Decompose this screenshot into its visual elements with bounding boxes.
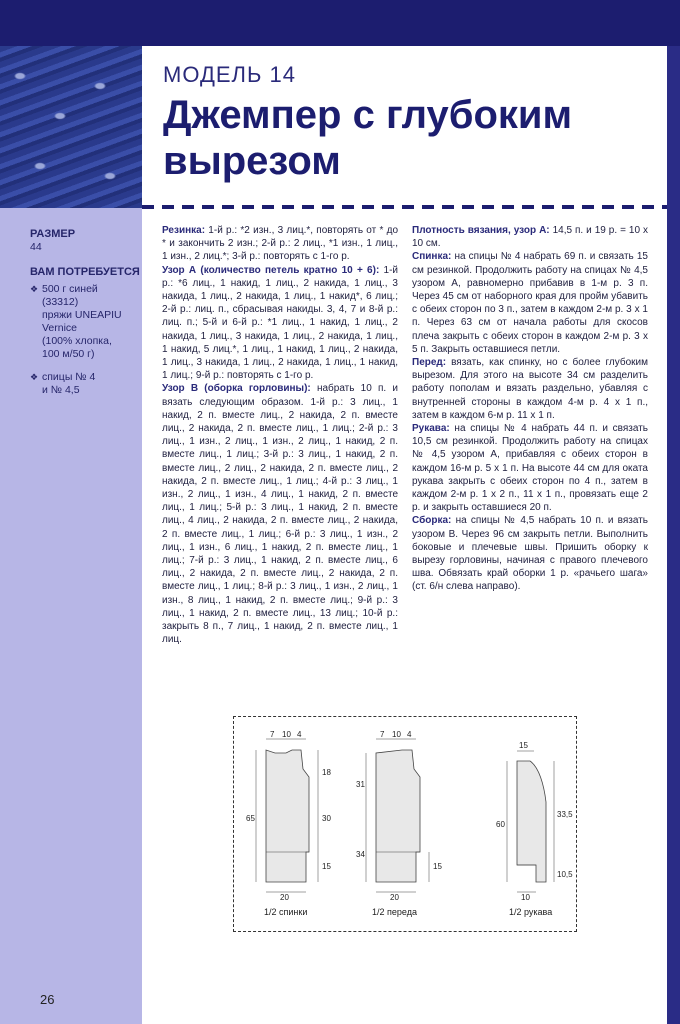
text-back: на спицы № 4 набрать 69 п. и связать 15 см резинкой. Продолжить работу на спицах № 4,5 узором А, равномерно прибавив в 1-м р. 3 п. Через 45 см от наборного края для пройм убавить с обеих сторон по 3 п., затем в каждом 2-м р. 3 х 1 п. Через 63 см от начала работы для скосов плеча закрыть с обеих сторон в каждом 2-м р. 3 х 5 п. Закрыть оставшиеся петли. [412, 251, 648, 355]
text-front: вязать, как спинку, но с более глубоким вырезом. Для этого на высоте 34 см разделить работу пополам и вязать раздельно, убавляя с внутренней стороны в каждом 4-м р. 4 х 1 п., затем в каждом 6-м р. 11 х 1 п. [412, 357, 648, 421]
front-top-1: 7 [380, 730, 385, 739]
paragraph-sleeves [412, 422, 648, 514]
front-right: 15 [433, 862, 442, 871]
back-right-2: 30 [322, 814, 331, 823]
back-caption: 1/2 спинки [264, 907, 308, 917]
back-bottom: 20 [280, 893, 289, 902]
back-top-2: 10 [282, 730, 291, 739]
pattern-diagrams-svg [234, 717, 576, 931]
front-top-2: 10 [392, 730, 401, 739]
size-heading: РАЗМЕР [30, 228, 76, 240]
pattern-diagrams [233, 716, 577, 932]
paragraph-pattern-b [162, 382, 398, 646]
materials-item-yarn: ❖ 500 г синей (33312) пряжи UNEAPIU Vernice (100% хлопка, 100 м/50 г) [30, 283, 140, 361]
back-top-3: 4 [297, 730, 302, 739]
lead-pattern-b: Узор В (оборка горловины): [162, 383, 311, 395]
sleeve-caption: 1/2 рукава [509, 907, 553, 917]
paragraph-gauge [412, 224, 648, 250]
lead-rib: Резинка: [162, 225, 206, 236]
text-sleeves: на спицы № 4 набрать 44 п. и связать 10,5 см резинкой. Продолжить работу на спицах № 4,5 узором А, прибавляя с обеих сторон в каждом 16-м р. 5 х 1 п. На высоте 44 см для оката рукава закрыть с обеих сторон по 4 п., затем в каждом 2-м р. 1 х 2 п., 11 х 1 п., провязать еще 2 р. и закрыть оставшиеся 20 п. [412, 423, 648, 514]
sleeve-top: 15 [519, 741, 528, 750]
paragraph-back [412, 250, 648, 356]
instructions-column-right [412, 224, 648, 594]
text-pattern-a: 1-й р.: *6 лиц., 1 накид, 1 лиц., 2 накида, 1 лиц., 3 накида, 1 лиц., 2 накида, 1 лиц., 1 накид*, 6 лиц.; 2-й р.: лиц. п., сбрасывая накиды. 3, 4, 7 и 8-й р.: лиц. п.; 5-й и 6-й р.: *1 лиц., 1 накид, 1 лиц., 2 накида, 1 лиц., 3 накида, 1 лиц., 2 накида, 1 лиц., 1 накид, 5 лиц.*, 1 лиц., 1 накид, 1 лиц., 2 накида, 1 лиц., 3 накида, 1 лиц., 2 накида, 1 лиц., 1 накид, 1 лиц.; 9-й р.: повторять с 1-го р. [162, 264, 398, 382]
lead-sleeves: Рукава: [412, 423, 450, 435]
diagram-sleeve [496, 741, 573, 917]
front-bottom: 20 [390, 893, 399, 902]
front-left-2: 34 [356, 850, 365, 859]
materials-item-needles: ❖ спицы № 4 и № 4,5 [30, 371, 140, 397]
sleeve-left: 60 [496, 820, 505, 829]
lead-pattern-a: Узор А (количество петель кратно 10 + 6): [162, 264, 380, 276]
paragraph-front [412, 356, 648, 422]
diagram-back [246, 730, 331, 917]
back-right-3: 15 [322, 862, 331, 871]
page-title: Джемпер с глубоким вырезом [163, 93, 573, 183]
materials-section [30, 266, 140, 407]
lead-gauge: Плотность вязания, узор А: [412, 225, 550, 236]
materials-heading: ВАМ ПОТРЕБУЕТСЯ [30, 266, 140, 278]
paragraph-assembly [412, 514, 648, 593]
front-left-1: 31 [356, 780, 365, 789]
sleeve-right-2: 10,5 [557, 870, 573, 879]
sleeve-bottom: 10 [521, 893, 530, 902]
back-top-1: 7 [270, 730, 275, 739]
front-top-3: 4 [407, 730, 412, 739]
instructions-column-left [162, 224, 398, 647]
text-pattern-b: набрать 10 п. и вязать следующим образом. 1-й р.: 3 лиц., 1 накид, 2 п. вместе лиц., 2 накида, 2 п. вместе лиц., 2 накида, 2 п. вместе лиц., 1 лиц.; 2-й р.: 3 лиц., 1 изн., 2 лиц., 1 изн., 2 лиц., 1 накид, 2 п. вместе лиц., 1 лиц.; 3-й р.: 3 лиц., 1 накид, 2 п. вместе лиц., 2 лиц., 2 накида, 2 п. вместе лиц., 2 накида, 2 п. вместе лиц., 1 лиц.; 4-й р.: 3 лиц., 1 изн., 2 лиц., 1 изн., 4 лиц., 1 накид, 2 п. вместе лиц., 1 лиц.; 5-й р.: 3 лиц., 1 накид, 2 п. вместе лиц., 4 лиц., 2 накида, 2 п. вместе лиц., 2 накида, 2 п. вместе лиц., 1 лиц.; 6-й р.: 3 лиц., 1 изн., 2 лиц., 1 изн., 6 лиц., 1 накид, 2 п. вместе лиц., 1 лиц.; 7-й р.: 3 лиц., 1 накид, 2 п. вместе лиц., 6 лиц., 2 накида, 2 п. вместе лиц., 2 накида, 2 п. вместе лиц., 1 лиц.; 8-й р.: 3 лиц., 1 изн., 2 лиц., 1 изн., 8 лиц., 1 накид, 2 п. вместе лиц.; 9-й р.: 3 лиц., 1 накид, 2 п. вместе лиц., 13 лиц.; 10-й р.: закрыть 8 п., 7 лиц., 1 накид, 2 п. вместе лиц., 1 лиц. [162, 383, 398, 646]
text-gauge: 14,5 п. и 19 р. = 10 х 10 см. [412, 225, 648, 250]
top-band [0, 0, 680, 46]
size-section [30, 228, 75, 254]
materials-list [30, 283, 140, 397]
text-rib: 1-й р.: *2 изн., 3 лиц.*, повторять от * до * и закончить 2 изн.; 2-й р.: 2 лиц., *1 изн., 1 лиц., 1 изн., 2 лиц.*; 3-й р.: повторять с 1-го р. [162, 225, 398, 263]
sleeve-right-1: 33,5 [557, 810, 573, 819]
size-value: 44 [30, 241, 42, 253]
dashed-divider [142, 205, 667, 209]
lead-assembly: Сборка: [412, 515, 452, 527]
paragraph-pattern-a [162, 264, 398, 383]
knit-swatch-image [0, 46, 142, 208]
lead-front: Перед: [412, 357, 447, 369]
right-edge-strip [667, 46, 680, 1024]
back-left: 65 [246, 814, 255, 823]
paragraph-rib [162, 224, 398, 264]
model-label: МОДЕЛЬ 14 [163, 62, 296, 87]
lead-back: Спинка: [412, 251, 452, 263]
text-assembly: на спицы № 4,5 набрать 10 п. и вязать узором В. Через 96 см закрыть петли. Выполнить боковые и плечевые швы. Пришить оборку к вырезу горловины, начиная с правого плечевого шва. Обвязать край оборки 1 р. «рачьего шага» (ст. 6/н слева направо). [412, 515, 648, 593]
back-right-1: 18 [322, 768, 331, 777]
diagram-front [356, 730, 442, 917]
front-caption: 1/2 переда [372, 907, 417, 917]
page-number: 26 [40, 992, 55, 1007]
